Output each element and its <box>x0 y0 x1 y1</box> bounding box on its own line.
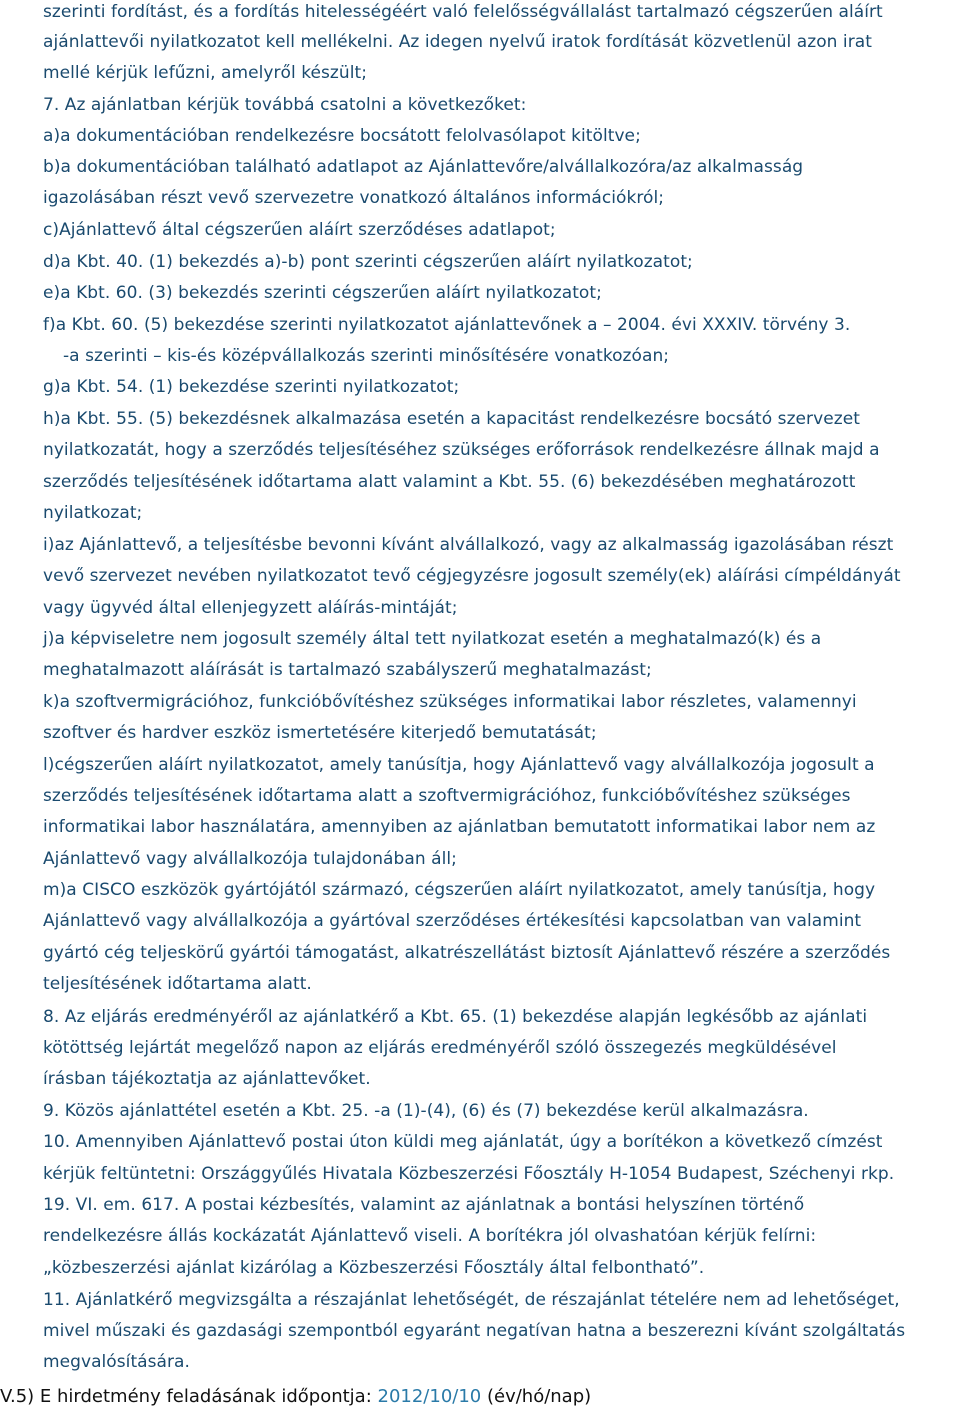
text-line: kötöttség lejártát megelőző napon az eljárás eredményéről szóló összegezés megküldésével <box>43 1038 837 1058</box>
text-line: igazolásában részt vevő szervezetre vonatkozó általános információkról; <box>43 188 665 208</box>
text-line: meghatalmazott aláírását is tartalmazó szabályszerű meghatalmazást; <box>43 660 652 680</box>
text-line: f)a Kbt. 60. (5) bekezdése szerinti nyilatkozatot ajánlattevőnek a – 2004. évi XXXIV. törvény 3. <box>43 315 851 335</box>
text-line: c)Ajánlattevő által cégszerűen aláírt szerződéses adatlapot; <box>43 220 556 240</box>
text-line: h)a Kbt. 55. (5) bekezdésnek alkalmazása esetén a kapacitást rendelkezésre bocsátó szervezet <box>43 409 860 429</box>
text-line: k)a szoftvermigrációhoz, funkcióbővítéshez szükséges informatikai labor részletes, valamennyi <box>43 692 857 712</box>
text-line: 7. Az ajánlatban kérjük továbbá csatolni a következőket: <box>43 95 527 115</box>
text-line: 10. Amennyiben Ajánlattevő postai úton küldi meg ajánlatát, úgy a borítékon a következő címzést <box>43 1132 883 1152</box>
text-line: megvalósítására. <box>43 1352 190 1372</box>
text-line: m)a CISCO eszközök gyártójától származó, cégszerűen aláírt nyilatkozatot, amely tanúsítja, hogy <box>43 880 876 900</box>
text-line: informatikai labor használatára, amennyiben az ajánlatban bemutatott informatikai labor nem az <box>43 817 876 837</box>
text-line: mellé kérjük lefűzni, amelyről készült; <box>43 63 367 83</box>
text-line: -a szerinti – kis-és középvállalkozás szerinti minősítésére vonatkozóan; <box>63 346 670 366</box>
text-line: 19. VI. em. 617. A postai kézbesítés, valamint az ajánlatnak a bontási helyszínen történő <box>43 1195 805 1215</box>
text-line: vevő szervezet nevében nyilatkozatot tevő cégjegyzésre jogosult személy(ek) aláírási címpéldányát <box>43 566 901 586</box>
text-line: szerződés teljesítésének időtartama alatt valamint a Kbt. 55. (6) bekezdésében meghatározott <box>43 472 856 492</box>
text-line: „közbeszerzési ajánlat kizárólag a Közbeszerzési Főosztály által felbontható”. <box>43 1258 705 1278</box>
text-line: a)a dokumentációban rendelkezésre bocsátott felolvasólapot kitöltve; <box>43 126 641 146</box>
text-line: szerinti fordítást, és a fordítás hitelességéért való felelősségvállalást tartalmazó cégszerűen aláírt <box>43 2 883 22</box>
publication-date-line <box>0 1385 591 1409</box>
text-line: l)cégszerűen aláírt nyilatkozatot, amely tanúsítja, hogy Ajánlattevő vagy alvállalkozója jogosult a <box>43 755 875 775</box>
text-line: Ajánlattevő vagy alvállalkozója a gyártóval szerződéses értékesítési kapcsolatban van valamint <box>43 911 862 931</box>
text-line: mivel műszaki és gazdasági szempontból egyaránt negatívan hatna a beszerezni kívánt szolgáltatás <box>43 1321 906 1341</box>
text-line: j)a képviseletre nem jogosult személy által tett nyilatkozat esetén a meghatalmazó(k) és a <box>43 629 822 649</box>
text-line: nyilatkozat; <box>43 503 143 523</box>
text-line: b)a dokumentációban található adatlapot az Ajánlattevőre/alvállalkozóra/az alkalmasság <box>43 157 804 177</box>
text-line: rendelkezésre állás kockázatát Ajánlattevő viseli. A borítékra jól olvashatóan kérjük felírni: <box>43 1226 817 1246</box>
text-line: írásban tájékoztatja az ajánlattevőket. <box>43 1069 371 1089</box>
text-line: szoftver és hardver eszköz ismertetésére kiterjedő bemutatását; <box>43 723 597 743</box>
text-line: d)a Kbt. 40. (1) bekezdés a)-b) pont szerinti cégszerűen aláírt nyilatkozatot; <box>43 252 693 272</box>
text-line: teljesítésének időtartama alatt. <box>43 974 312 994</box>
text-line: kérjük feltüntetni: Országgyűlés Hivatala Közbeszerzési Főosztály H-1054 Budapest, Széchenyi rkp. <box>43 1164 895 1184</box>
text-line: vagy ügyvéd által ellenjegyzett aláírás-mintáját; <box>43 598 458 618</box>
publication-date-label: V.5) E hirdetmény feladásának időpontja: <box>0 1386 378 1407</box>
date-format-hint: (év/hó/nap) <box>481 1386 592 1407</box>
text-line: Ajánlattevő vagy alvállalkozója tulajdonában áll; <box>43 849 457 869</box>
text-line: 8. Az eljárás eredményéről az ajánlatkérő a Kbt. 65. (1) bekezdése alapján legkésőbb az ajánlati <box>43 1007 868 1027</box>
text-line: i)az Ajánlattevő, a teljesítésbe bevonni kívánt alvállalkozó, vagy az alkalmasság igazolásában részt <box>43 535 894 555</box>
text-line: gyártó cég teljeskörű gyártói támogatást, alkatrészellátást biztosít Ajánlattevő részére a szerződés <box>43 943 891 963</box>
text-line: 9. Közös ajánlattétel esetén a Kbt. 25. -a (1)-(4), (6) és (7) bekezdése kerül alkalmazásra. <box>43 1101 809 1121</box>
text-line: szerződés teljesítésének időtartama alatt a szoftvermigrációhoz, funkcióbővítéshez szükséges <box>43 786 851 806</box>
publication-date-value: 2012/10/10 <box>377 1386 482 1407</box>
text-line: ajánlattevői nyilatkozatot kell mellékelni. Az idegen nyelvű iratok fordítását közvetlenül azon irat <box>43 32 872 52</box>
text-line: nyilatkozatát, hogy a szerződés teljesítéséhez szükséges erőforrások rendelkezésre állnak majd a <box>43 440 880 460</box>
text-line: 11. Ajánlatkérő megvizsgálta a részajánlat lehetőségét, de részajánlat tételére nem ad lehetőséget, <box>43 1290 900 1310</box>
text-line: g)a Kbt. 54. (1) bekezdése szerinti nyilatkozatot; <box>43 377 460 397</box>
text-line: e)a Kbt. 60. (3) bekezdés szerinti cégszerűen aláírt nyilatkozatot; <box>43 283 602 303</box>
